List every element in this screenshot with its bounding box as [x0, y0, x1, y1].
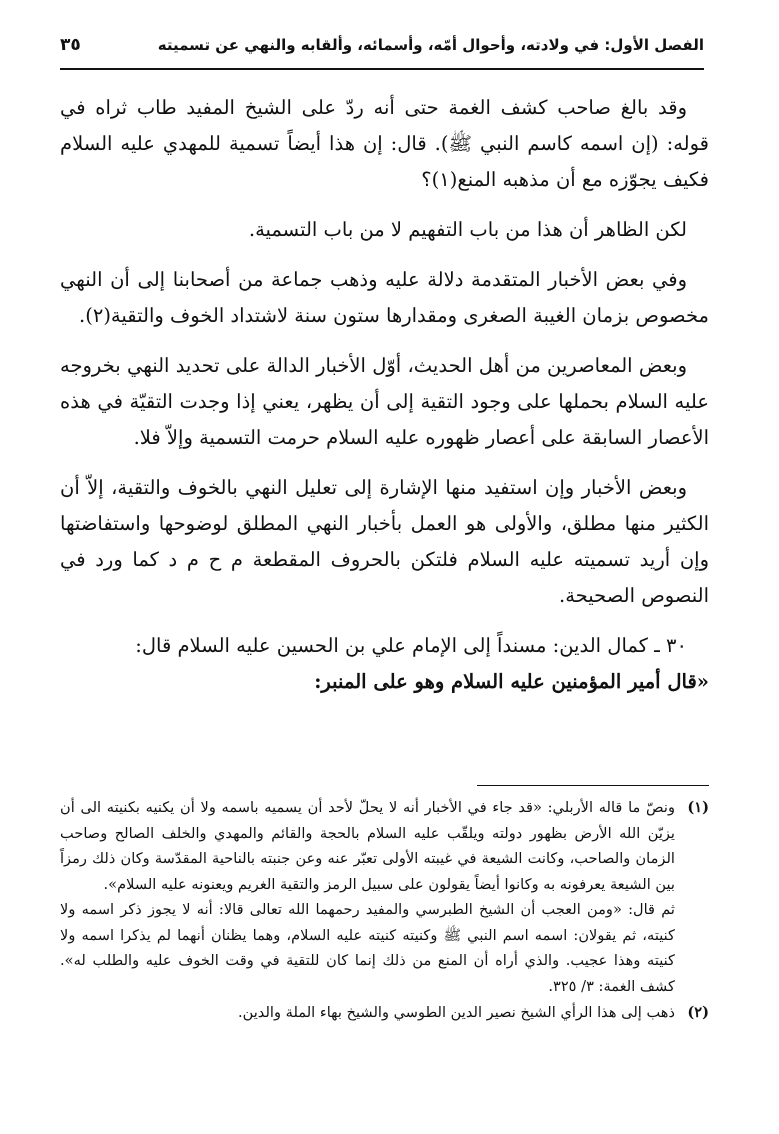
paragraph: وفي بعض الأخبار المتقدمة دلالة عليه وذهب جماعة من أصحابنا إلى أن النهي مخصوص بزمان الغيبة الصغرى ومقدارها ستون سنة لاشتداد الخوف والتقية(٢). [60, 268, 709, 327]
footnote-body [60, 1000, 675, 1026]
footnote [60, 795, 709, 999]
footnote-number: (١) [687, 799, 709, 816]
footnote-paragraph: ونصّ ما قاله الأربلي: «قد جاء في الأخبار أنه لا يحلّ لأحد أن يسميه باسمه ولا أن يكنيه بكنيته الى أن يزيّن الله الأرض بظهور دولته ويلقّب عليه السلام بالحجة والقائم والمهدي والخلف الصالح وصاحب الزمان والصاحب، وكانت الشيعة في غيبته الأولى تعبّر عنه وعن جنبته بالناحية المقدّسة وكان ذلك رمزاً بين الشيعة يعرفونه به وكانوا أيضاً يقولون على سبيل الرمز والتقية الغريم ويعنونه عليه السلام». [60, 799, 675, 893]
main-text [60, 90, 709, 714]
paragraph: لكن الظاهر أن هذا من باب التفهيم لا من باب التسمية. [248, 218, 687, 241]
page-header [60, 30, 704, 70]
footnote-paragraph: ثم قال: «ومن العجب أن الشيخ الطبرسي والمفيد رحمهما الله تعالى قالا: أنه لا يجوز ذكر اسمه ولا كنيته، ثم يقولان: اسمه اسم النبي ﷺ وكنيته كنيته عليه السلام، وهما يظنان أنهما لم يذكرا اسمه ولا كنيته وهذا عجيب. والذي أراه أن المنع من ذلك إنما كان للتقية في وقت الخوف عليه والطلب له». كشف الغمة: ٣/ ٣٢٥. [60, 901, 675, 995]
footnote-body [60, 795, 675, 999]
running-title: الفصل الأول: في ولادته، وأحوال أمّه، وأسمائه، وألقابه والنهي عن تسميته [157, 36, 704, 54]
footnote [60, 1000, 709, 1026]
footnote-divider [477, 785, 709, 786]
bold-quote-line: «قال أمير المؤمنين عليه السلام وهو على المنبر: [314, 670, 709, 693]
page-number: ٣٥ [60, 35, 81, 55]
footnote-number: (٢) [687, 1004, 709, 1021]
paragraph: وبعض الأخبار وإن استفيد منها الإشارة إلى تعليل النهي بالخوف والتقية، إلاّ أن الكثير منها مطلق، والأولى هو العمل بأخبار النهي المطلق لوضوحها واستفاضتها وإن أريد تسميته عليه السلام فلتكن بالحروف المقطعة م ح م د كما ورد في النصوص الصحيحة. [60, 476, 709, 607]
footnotes [60, 795, 709, 1027]
paragraph: وبعض المعاصرين من أهل الحديث، أوّل الأخبار الدالة على تحديد النهي بخروجه عليه السلام بحملها على وجود التقية إلى أن يظهر، يعني إذا وجدت التقيّة في هذه الأعصار السابقة على أعصار ظهوره عليه السلام حرمت التسمية وإلاّ فلا. [60, 354, 709, 449]
footnote-paragraph: ذهب إلى هذا الرأي الشيخ نصير الدين الطوسي والشيخ بهاء الملة والدين. [237, 1004, 675, 1021]
paragraph: ٣٠ ـ كمال الدين: مسنداً إلى الإمام علي بن الحسين عليه السلام قال: [135, 634, 687, 657]
paragraph: وقد بالغ صاحب كشف الغمة حتى أنه ردّ على الشيخ المفيد طاب ثراه في قوله: (إن اسمه كاسم النبي ﷺ). قال: إن هذا أيضاً تسمية للمهدي عليه السلام فكيف يجوّزه مع أن مذهبه المنع(١)؟ [60, 96, 709, 191]
